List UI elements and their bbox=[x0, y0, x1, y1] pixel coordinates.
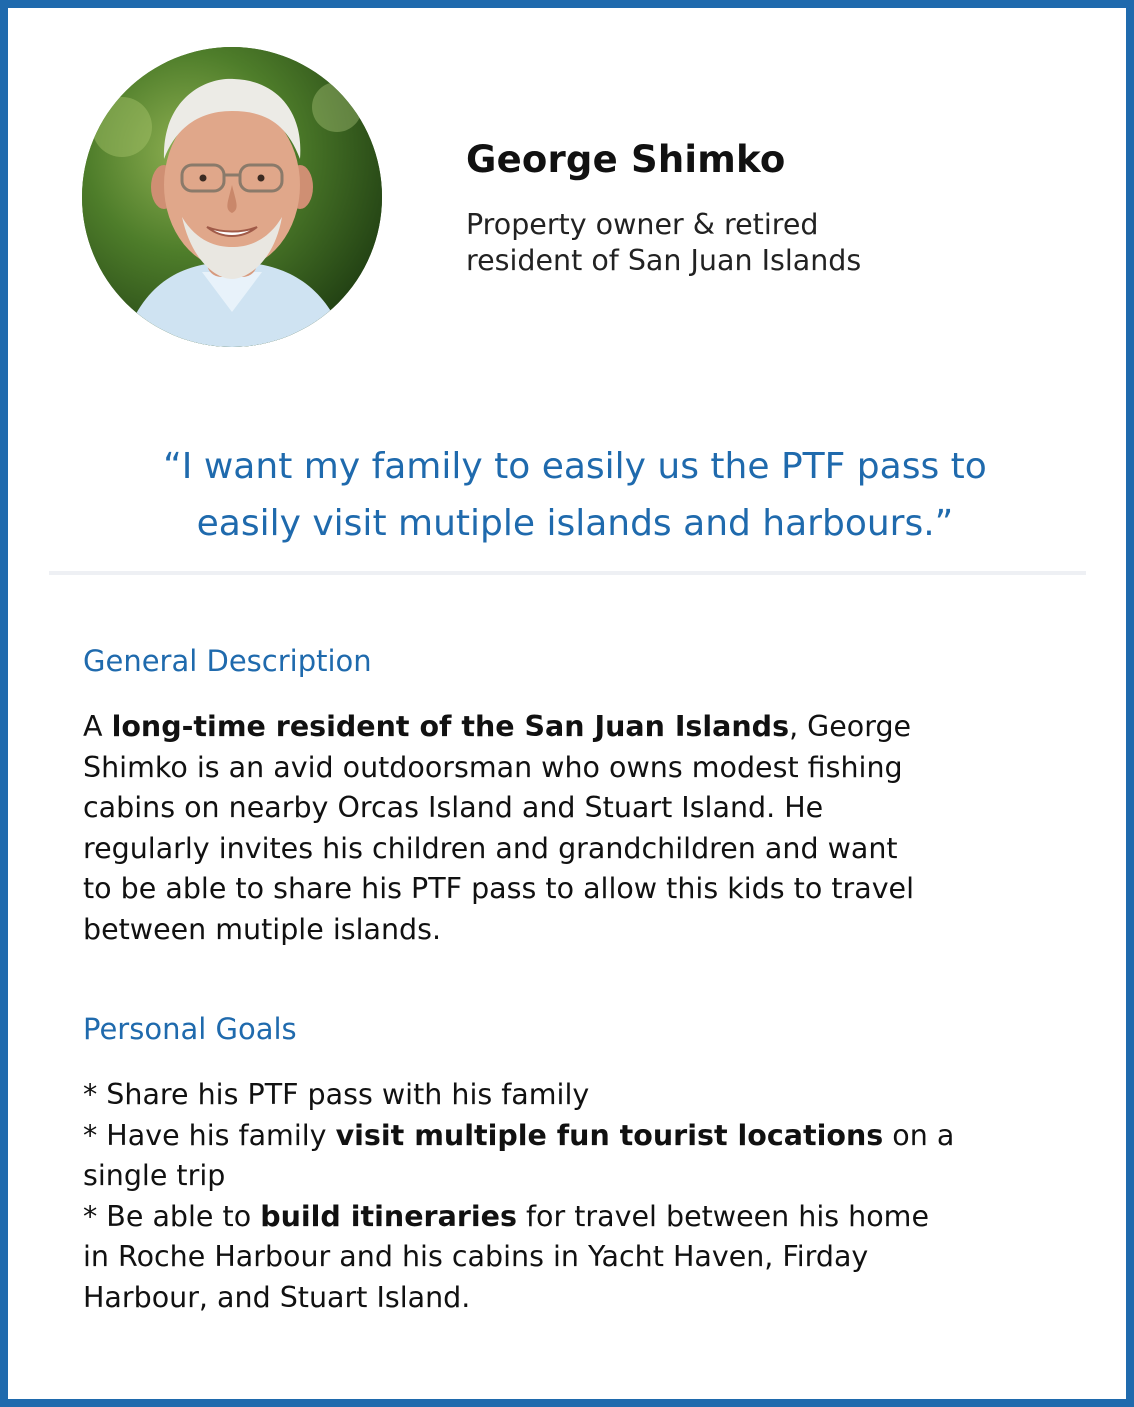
persona-name: George Shimko bbox=[466, 138, 786, 181]
goal-line: Harbour, and Stuart Island. bbox=[83, 1280, 471, 1314]
subtitle-line: resident of San Juan Islands bbox=[466, 244, 862, 277]
goal-line: in Roche Harbour and his cabins in Yacht Haven, Firday bbox=[83, 1240, 869, 1273]
persona-quote bbox=[48, 438, 1102, 552]
goal-line: * Be able to build itineraries for travel between his home bbox=[83, 1199, 929, 1233]
general-description-heading: General Description bbox=[83, 644, 372, 678]
quote-line: “I want my family to easily us the PTF pass to bbox=[163, 446, 987, 487]
goal-line: * Share his PTF pass with his family bbox=[83, 1078, 590, 1111]
description-line: cabins on nearby Orcas Island and Stuart Island. He bbox=[83, 791, 824, 824]
goal-line: * Have his family visit multiple fun tourist locations on a bbox=[83, 1118, 955, 1152]
portrait-image bbox=[82, 47, 382, 347]
avatar bbox=[82, 47, 382, 347]
description-line: to be able to share his PTF pass to allow this kids to travel bbox=[83, 872, 915, 905]
description-line: between mutiple islands. bbox=[83, 912, 442, 946]
description-line: Shimko is an avid outdoorsman who owns modest fishing bbox=[83, 750, 903, 784]
description-line: A long-time resident of the San Juan Islands, George bbox=[83, 710, 912, 743]
general-description-text bbox=[83, 707, 1093, 950]
quote-line: easily visit mutiple islands and harbours.” bbox=[196, 503, 954, 544]
persona-subtitle bbox=[466, 207, 1106, 279]
personal-goals-text bbox=[83, 1075, 1093, 1318]
divider bbox=[49, 571, 1086, 575]
personal-goals-heading: Personal Goals bbox=[83, 1012, 297, 1046]
subtitle-line: Property owner & retired bbox=[466, 208, 819, 241]
goal-line: single trip bbox=[83, 1159, 226, 1192]
description-line: regularly invites his children and grandchildren and want bbox=[83, 831, 898, 865]
